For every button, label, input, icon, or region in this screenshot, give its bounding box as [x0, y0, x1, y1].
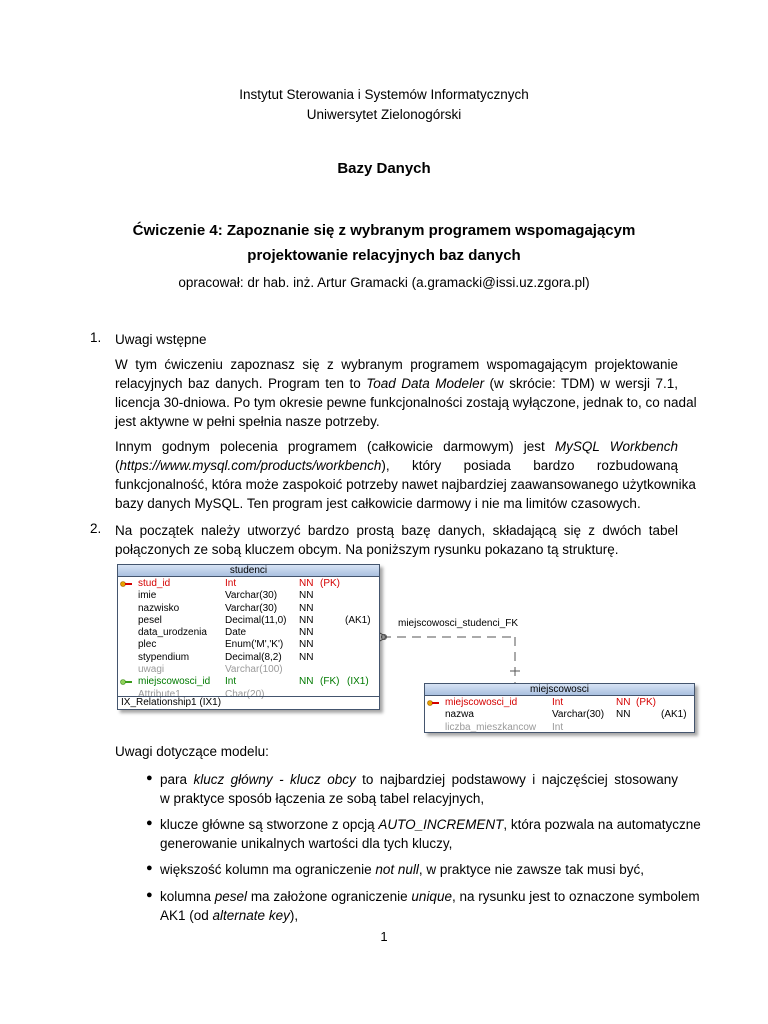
foreign-key-icon [120, 678, 132, 686]
list-item: większość kolumn ma ograniczenie not null, w praktyce nie zawsze tak musi być, [160, 862, 644, 877]
table-row: plec Enum('M','K') NN [138, 639, 314, 651]
bullet-icon: ● [146, 772, 153, 784]
primary-key-icon [427, 699, 439, 707]
paragraph-intro: W tym ćwiczeniu zapoznasz się z wybranym programem wspomagającym projektowanie relacyjnych baz danych. Program ten to Toad Data Modeler (w skrócie: TDM) w wersji 7.1, licencja 30-dniowa. Po tym okresie pewne funkcjonalności zostają wyłączone, jednak to, co nadal jest aktywne w pełni spełnia nasze potrzeby. [115, 357, 697, 429]
table-studenci[interactable] [117, 564, 380, 710]
model-notes-heading: Uwagi dotyczące modelu: [115, 744, 269, 759]
table-miejscowosci-title: miejscowosci [425, 684, 694, 696]
table-row: uwagi Varchar(100) [138, 664, 283, 676]
table-row: stypendium Decimal(8,2) NN [138, 651, 314, 663]
table-row: pesel Decimal(11,0) NN (AK1) [138, 614, 371, 626]
paragraph-create-db: Na początek należy utworzyć bardzo prostą bazę danych, składającą się z dwóch tabel połączonych ze sobą kluczem obcym. Na poniższym rysunku pokazano tą strukturę. [115, 523, 678, 557]
list-item: para klucz główny - klucz obcy to najbardziej podstawowy i najczęściej stosowany w praktyce sposób łączenia ze sobą tabel relacyjnych, [160, 772, 678, 806]
bullet-icon: ● [146, 862, 153, 874]
section-number: 2. [90, 521, 102, 536]
table-row: nazwisko Varchar(30) NN [138, 602, 314, 614]
table-row: miejscowosci_id Int NN (PK) [425, 697, 694, 709]
workbench-link[interactable]: https://www.mysql.com/products/workbench [119, 458, 382, 473]
relationship-label: miejscowosci_studenci_FK [398, 618, 519, 629]
institute-name: Instytut Sterowania i Systemów Informatycznych [239, 87, 529, 102]
course-title: Bazy Danych [337, 160, 431, 177]
list-item: kolumna pesel ma założone ograniczenie unique, na rysunku jest to oznaczone symbolem AK1 (od alternate key), [160, 889, 700, 923]
exercise-title-line2: projektowanie relacyjnych baz danych [247, 247, 521, 264]
section-number: 1. [90, 330, 102, 345]
paragraph-workbench: Innym godnym polecenia programem (całkowicie darmowym) jest MySQL Workbench (https://www.mysql.com/products/workbench), który posiada bardzo rozbudowaną funkcjonalność, która może zaspokoić potrzeby nawet najbardziej zaawansowanego użytkownika bazy danych MySQL. Ten program jest całkowicie darmowy i nie ma limitów czasowych. [115, 439, 696, 511]
table-row: Attribute1 Char(20) [138, 688, 265, 700]
table-row: data_urodzenia Date NN [138, 627, 314, 639]
table-row: miejscowosci_id Int NN (FK) (IX1) [118, 676, 379, 688]
table-row: stud_id Int NN (PK) [118, 578, 379, 590]
table-studenci-title: studenci [118, 565, 379, 577]
table-index-footer: IX_Relationship1 (IX1) [118, 696, 379, 709]
page-number: 1 [380, 929, 388, 944]
table-miejscowosci[interactable] [424, 683, 695, 733]
section-heading: Uwagi wstępne [115, 332, 207, 347]
exercise-title-line1: Ćwiczenie 4: Zapoznanie się z wybranym programem wspomagającym [132, 222, 636, 239]
table-row: liczba_mieszkancow Int [445, 721, 564, 733]
list-item: klucze główne są stworzone z opcją AUTO_INCREMENT, która pozwala na automatyczne generowanie unikalnych wartości dla tych kluczy, [160, 817, 701, 851]
bullet-icon: ● [146, 889, 153, 901]
university-name: Uniwersytet Zielonogórski [306, 107, 462, 122]
table-row: nazwa Varchar(30) NN (AK1) [445, 709, 687, 721]
primary-key-icon [120, 580, 132, 588]
author-line: opracował: dr hab. inż. Artur Gramacki (a.gramacki@issi.uz.zgora.pl) [178, 275, 590, 290]
bullet-icon: ● [146, 817, 153, 829]
table-row: imie Varchar(30) NN [138, 590, 314, 602]
